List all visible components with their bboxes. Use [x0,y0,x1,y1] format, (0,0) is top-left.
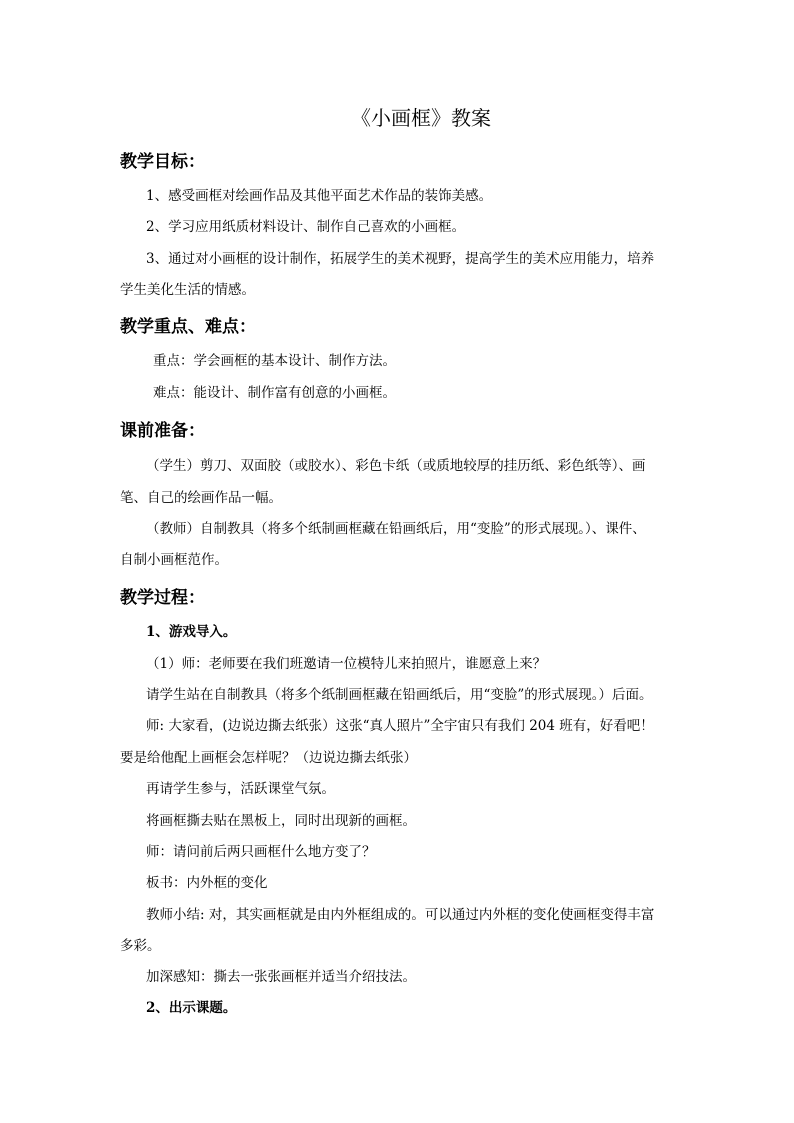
goal-item-2: 2、学习应用纸质材料设计、制作自己喜欢的小画框。 [146,219,466,235]
prep-teacher-line-1: （教师）自制教具（将多个纸制画框藏在铅画纸后，用“变脸”的形式展现。）、课件、 [146,521,646,537]
step-1-line-11: 加深感知：撕去一张张画框并适当介绍技法。 [146,969,416,985]
heading-key-points: 教学重点、难点： [120,317,256,337]
step-1-line-3: 师: 大家看，(边说边撕去纸张）这张“真人照片”全宇宙只有我们 204 班有，好看吧！ [146,718,654,734]
goal-item-3-line-1: 3、通过对小画框的设计制作，拓展学生的美术视野，提高学生的美术应用能力，培养 [146,251,655,267]
goal-item-3-line-2: 学生美化生活的情感。 [120,282,255,298]
heading-preparation: 课前准备： [120,421,205,441]
step-1-line-10: 多彩。 [120,938,161,954]
step-1-line-8: 板书：内外框的变化 [146,875,268,891]
key-point: 重点：学会画框的基本设计、制作方法。 [153,353,396,369]
prep-teacher-line-2: 自制小画框范作。 [120,552,228,568]
step-1-line-4: 要是给他配上画框会怎样呢？（边说边撕去纸张） [120,750,417,766]
prep-student-line-1: （学生）剪刀、双面胶（或胶水）、彩色卡纸（或质地较厚的挂历纸、彩色纸等）、画 [146,458,646,474]
step-1-line-7: 师：请问前后两只画框什么地方变了？ [146,844,376,860]
heading-teaching-process: 教学过程： [120,588,205,608]
heading-teaching-goals: 教学目标： [120,152,205,172]
step-1-line-6: 将画框撕去贴在黑板上，同时出现新的画框。 [146,813,416,829]
step-1-line-1: （1）师：老师要在我们班邀请一位模特儿来拍照片，谁愿意上来？ [146,656,547,672]
document-title: 《小画框》教案 [351,106,491,130]
difficult-point: 难点：能设计、制作富有创意的小画框。 [153,385,396,401]
step-1-heading: 1、游戏导入。 [146,624,237,640]
step-1-line-5: 再请学生参与，活跃课堂气氛。 [146,781,335,797]
step-2-heading: 2、出示课题。 [146,1000,237,1016]
step-1-line-9: 教师小结: 对，其实画框就是由内外框组成的。可以通过内外框的变化使画框变得丰富 [146,907,655,923]
goal-item-1: 1、感受画框对绘画作品及其他平面艺术作品的装饰美感。 [146,188,493,204]
step-1-line-2: 请学生站在自制教具（将多个纸制画框藏在铅画纸后，用“变脸”的形式展现。）后面。 [146,687,653,703]
prep-student-line-2: 笔、自己的绘画作品一幅。 [120,490,282,506]
